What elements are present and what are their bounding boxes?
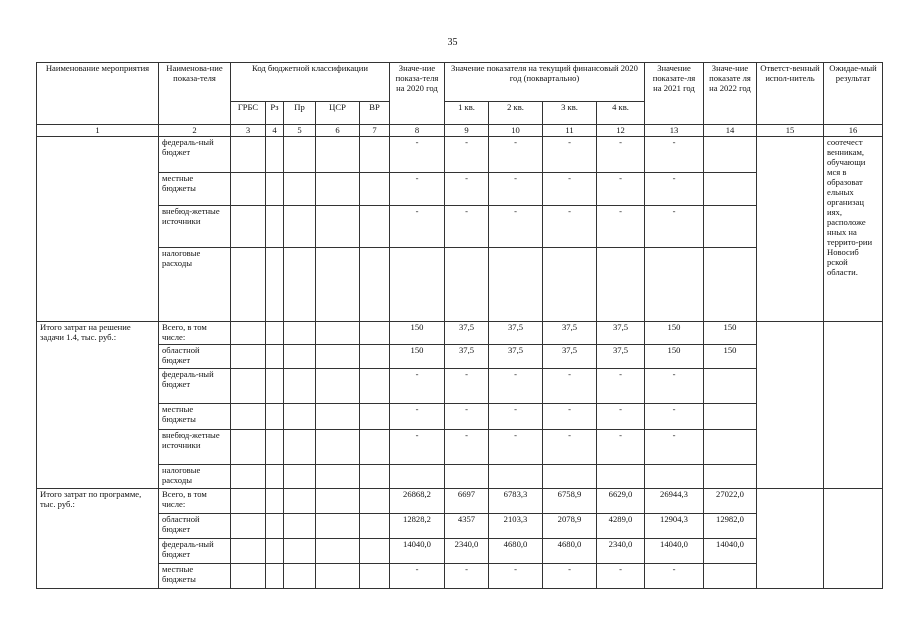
budget-code-cell <box>316 430 360 465</box>
table-header <box>37 63 883 137</box>
value-q4-cell: 37,5 <box>597 345 645 369</box>
value-q1-cell: - <box>445 137 489 173</box>
value-q1-cell: - <box>445 369 489 404</box>
indicator-cell: областной бюджет <box>159 345 231 369</box>
budget-code-cell <box>284 345 316 369</box>
section-continued <box>37 137 883 322</box>
budget-code-cell <box>284 322 316 345</box>
responsible-cell <box>757 489 824 589</box>
value-2021-cell: 26944,3 <box>645 489 704 514</box>
budget-code-cell <box>231 465 266 489</box>
value-q1-cell: - <box>445 173 489 206</box>
budget-code-cell <box>231 248 266 322</box>
budget-code-cell <box>316 369 360 404</box>
budget-code-cell <box>360 369 390 404</box>
value-q4-cell: - <box>597 173 645 206</box>
indicator-cell: внебюд-жетные источники <box>159 206 231 248</box>
table-row <box>37 369 883 404</box>
budget-code-cell <box>231 206 266 248</box>
value-2022-cell <box>704 404 757 430</box>
value-q1-cell: 6697 <box>445 489 489 514</box>
budget-code-cell <box>266 539 284 564</box>
column-number: 9 <box>445 125 489 137</box>
value-q3-cell: - <box>543 137 597 173</box>
value-2021-cell: - <box>645 430 704 465</box>
table-row <box>37 564 883 589</box>
budget-code-cell <box>266 465 284 489</box>
budget-code-cell <box>360 248 390 322</box>
value-q3-cell: - <box>543 206 597 248</box>
table-row <box>37 322 883 345</box>
section-program-total <box>37 489 883 589</box>
budget-code-cell <box>231 345 266 369</box>
budget-code-cell <box>231 514 266 539</box>
value-q2-cell: - <box>489 564 543 589</box>
value-2022-cell <box>704 369 757 404</box>
value-q3-cell: 37,5 <box>543 345 597 369</box>
value-2020-cell <box>390 248 445 322</box>
value-2020-cell: 12828,2 <box>390 514 445 539</box>
table-row <box>37 248 883 322</box>
value-2021-cell <box>645 248 704 322</box>
event-name-cell <box>37 137 159 322</box>
indicator-cell: налоговые расходы <box>159 465 231 489</box>
budget-code-cell <box>266 173 284 206</box>
budget-code-cell <box>231 489 266 514</box>
value-q3-cell: - <box>543 369 597 404</box>
budget-code-cell <box>360 137 390 173</box>
table-row <box>37 514 883 539</box>
value-2021-cell: - <box>645 137 704 173</box>
header-budget-code: Код бюджетной классификации <box>231 63 390 102</box>
indicator-cell: федераль-ный бюджет <box>159 539 231 564</box>
header-q4: 4 кв. <box>597 102 645 125</box>
budget-code-cell <box>231 564 266 589</box>
value-q2-cell: 6783,3 <box>489 489 543 514</box>
budget-code-cell <box>231 137 266 173</box>
responsible-cell <box>757 322 824 489</box>
budget-code-cell <box>266 206 284 248</box>
budget-code-cell <box>316 514 360 539</box>
value-2020-cell: - <box>390 369 445 404</box>
budget-code-cell <box>266 514 284 539</box>
budget-code-cell <box>316 539 360 564</box>
header-rz: Рз <box>266 102 284 125</box>
value-2022-cell: 14040,0 <box>704 539 757 564</box>
value-q1-cell: 37,5 <box>445 345 489 369</box>
value-2022-cell <box>704 465 757 489</box>
header-responsible: Ответст-венный испол-нитель <box>757 63 824 125</box>
budget-code-cell <box>231 404 266 430</box>
budget-code-cell <box>316 564 360 589</box>
column-number: 14 <box>704 125 757 137</box>
header-expected-result: Ожидае-мый результат <box>824 63 883 125</box>
value-2022-cell: 150 <box>704 345 757 369</box>
responsible-cell <box>757 137 824 322</box>
header-pr: Пр <box>284 102 316 125</box>
page-number: 35 <box>447 37 458 48</box>
budget-code-cell <box>316 465 360 489</box>
value-q2-cell: - <box>489 206 543 248</box>
indicator-cell: Всего, в том числе: <box>159 322 231 345</box>
expected-result-cell <box>824 322 883 489</box>
budget-code-cell <box>266 369 284 404</box>
budget-code-cell <box>231 539 266 564</box>
value-q3-cell: - <box>543 404 597 430</box>
indicator-cell: местные бюджеты <box>159 564 231 589</box>
table-row <box>37 137 883 173</box>
column-number: 2 <box>159 125 231 137</box>
value-2020-cell: 26868,2 <box>390 489 445 514</box>
event-name-cell: Итого затрат на решение задачи 1.4, тыс. руб.: <box>37 322 159 489</box>
budget-code-cell <box>360 430 390 465</box>
header-event-name: Наименование мероприятия <box>37 63 159 125</box>
budget-code-cell <box>231 173 266 206</box>
value-2021-cell: - <box>645 206 704 248</box>
value-q4-cell: - <box>597 404 645 430</box>
budget-code-cell <box>284 404 316 430</box>
indicator-cell: областной бюджет <box>159 514 231 539</box>
value-2020-cell: 150 <box>390 345 445 369</box>
header-current-year: Значение показателя на текущий финансовый 2020 год (поквартально) <box>445 63 645 102</box>
budget-code-cell <box>266 489 284 514</box>
budget-code-cell <box>266 404 284 430</box>
table-row <box>37 430 883 465</box>
column-number: 4 <box>266 125 284 137</box>
value-q3-cell: 2078,9 <box>543 514 597 539</box>
value-q2-cell: 37,5 <box>489 322 543 345</box>
value-q2-cell: - <box>489 369 543 404</box>
value-q2-cell: - <box>489 173 543 206</box>
value-2021-cell: - <box>645 564 704 589</box>
value-2020-cell: - <box>390 206 445 248</box>
value-q1-cell: 2340,0 <box>445 539 489 564</box>
header-grbs: ГРБС <box>231 102 266 125</box>
column-number: 8 <box>390 125 445 137</box>
value-2022-cell <box>704 564 757 589</box>
budget-code-cell <box>316 345 360 369</box>
table-row <box>37 206 883 248</box>
budget-code-cell <box>360 322 390 345</box>
budget-code-cell <box>284 248 316 322</box>
value-q4-cell: 37,5 <box>597 322 645 345</box>
table-row <box>37 345 883 369</box>
value-2021-cell: 150 <box>645 322 704 345</box>
value-q3-cell <box>543 465 597 489</box>
budget-code-cell <box>360 514 390 539</box>
event-name-cell: Итого затрат по программе, тыс. руб.: <box>37 489 159 589</box>
budget-code-cell <box>284 539 316 564</box>
expected-result-cell <box>824 489 883 589</box>
value-q2-cell: 2103,3 <box>489 514 543 539</box>
value-2020-cell: - <box>390 564 445 589</box>
value-2021-cell <box>645 465 704 489</box>
indicator-cell: федераль-ный бюджет <box>159 369 231 404</box>
budget-code-cell <box>231 430 266 465</box>
value-q1-cell: 4357 <box>445 514 489 539</box>
value-2021-cell: - <box>645 369 704 404</box>
value-2022-cell: 150 <box>704 322 757 345</box>
budget-code-cell <box>284 465 316 489</box>
budget-table <box>36 62 883 589</box>
value-2022-cell <box>704 430 757 465</box>
value-2020-cell: - <box>390 173 445 206</box>
budget-code-cell <box>231 369 266 404</box>
budget-code-cell <box>360 539 390 564</box>
value-q4-cell: - <box>597 137 645 173</box>
budget-code-cell <box>266 345 284 369</box>
header-q1: 1 кв. <box>445 102 489 125</box>
value-2021-cell: 14040,0 <box>645 539 704 564</box>
budget-code-cell <box>316 137 360 173</box>
budget-code-cell <box>316 489 360 514</box>
header-value-2022: Значе-ние показате ля на 2022 год <box>704 63 757 125</box>
value-q3-cell: - <box>543 173 597 206</box>
column-number: 13 <box>645 125 704 137</box>
value-q3-cell <box>543 248 597 322</box>
value-q2-cell <box>489 465 543 489</box>
value-2022-cell: 12982,0 <box>704 514 757 539</box>
value-q4-cell: - <box>597 206 645 248</box>
value-q3-cell: 37,5 <box>543 322 597 345</box>
value-2020-cell: - <box>390 430 445 465</box>
budget-code-cell <box>360 206 390 248</box>
budget-code-cell <box>360 465 390 489</box>
column-number: 3 <box>231 125 266 137</box>
value-q4-cell: - <box>597 430 645 465</box>
table-row <box>37 404 883 430</box>
value-q1-cell: - <box>445 564 489 589</box>
indicator-cell: местные бюджеты <box>159 173 231 206</box>
value-2021-cell: 12904,3 <box>645 514 704 539</box>
value-2022-cell <box>704 173 757 206</box>
indicator-cell: местные бюджеты <box>159 404 231 430</box>
header-vr: ВР <box>360 102 390 125</box>
column-number: 5 <box>284 125 316 137</box>
value-2020-cell: 14040,0 <box>390 539 445 564</box>
value-2020-cell: - <box>390 404 445 430</box>
value-q3-cell: 4680,0 <box>543 539 597 564</box>
header-value-2020: Значе-ние показа-теля на 2020 год <box>390 63 445 125</box>
budget-code-cell <box>316 404 360 430</box>
column-number: 11 <box>543 125 597 137</box>
budget-code-cell <box>284 137 316 173</box>
budget-code-cell <box>360 489 390 514</box>
table-row <box>37 465 883 489</box>
value-q3-cell: - <box>543 430 597 465</box>
value-q4-cell <box>597 465 645 489</box>
budget-code-cell <box>231 322 266 345</box>
column-number: 15 <box>757 125 824 137</box>
header-indicator-name: Наименова-ние показа-теля <box>159 63 231 125</box>
value-2021-cell: - <box>645 173 704 206</box>
value-q1-cell: - <box>445 404 489 430</box>
column-number: 16 <box>824 125 883 137</box>
value-2021-cell: - <box>645 404 704 430</box>
budget-code-cell <box>284 173 316 206</box>
budget-code-cell <box>360 345 390 369</box>
value-2020-cell: - <box>390 137 445 173</box>
value-q2-cell: - <box>489 430 543 465</box>
indicator-cell: внебюд-жетные источники <box>159 430 231 465</box>
value-2021-cell: 150 <box>645 345 704 369</box>
value-q4-cell <box>597 248 645 322</box>
budget-code-cell <box>316 322 360 345</box>
value-q4-cell: - <box>597 564 645 589</box>
budget-code-cell <box>266 248 284 322</box>
budget-code-cell <box>360 173 390 206</box>
value-q4-cell: 4289,0 <box>597 514 645 539</box>
budget-code-cell <box>266 322 284 345</box>
budget-code-cell <box>360 404 390 430</box>
budget-code-cell <box>284 489 316 514</box>
column-number: 12 <box>597 125 645 137</box>
value-q1-cell: - <box>445 430 489 465</box>
budget-code-cell <box>266 430 284 465</box>
budget-code-cell <box>360 564 390 589</box>
budget-code-cell <box>316 248 360 322</box>
value-2022-cell <box>704 248 757 322</box>
value-2022-cell <box>704 137 757 173</box>
value-q1-cell <box>445 248 489 322</box>
header-value-2021: Значение показате-ля на 2021 год <box>645 63 704 125</box>
value-q2-cell: 37,5 <box>489 345 543 369</box>
value-q2-cell: - <box>489 404 543 430</box>
value-q4-cell: 2340,0 <box>597 539 645 564</box>
column-number: 1 <box>37 125 159 137</box>
value-q1-cell: - <box>445 206 489 248</box>
budget-code-cell <box>316 206 360 248</box>
budget-code-cell <box>284 206 316 248</box>
section-task-total <box>37 322 883 489</box>
column-number: 10 <box>489 125 543 137</box>
value-q2-cell <box>489 248 543 322</box>
budget-code-cell <box>284 514 316 539</box>
indicator-cell: федераль-ный бюджет <box>159 137 231 173</box>
table-row <box>37 173 883 206</box>
value-q1-cell <box>445 465 489 489</box>
indicator-cell: налоговые расходы <box>159 248 231 322</box>
column-number: 7 <box>360 125 390 137</box>
value-2022-cell: 27022,0 <box>704 489 757 514</box>
column-number: 6 <box>316 125 360 137</box>
budget-code-cell <box>316 173 360 206</box>
header-q3: 3 кв. <box>543 102 597 125</box>
budget-code-cell <box>284 564 316 589</box>
value-q3-cell: 6758,9 <box>543 489 597 514</box>
value-q4-cell: 6629,0 <box>597 489 645 514</box>
expected-result-cell: соотечест венникам, обучающи мся в образоват ельных организац иях, расположе нных на террито-рии Новосиб рской области. <box>824 137 883 322</box>
budget-code-cell <box>284 369 316 404</box>
value-q1-cell: 37,5 <box>445 322 489 345</box>
budget-code-cell <box>284 430 316 465</box>
value-q3-cell: - <box>543 564 597 589</box>
value-2020-cell: 150 <box>390 322 445 345</box>
value-2022-cell <box>704 206 757 248</box>
budget-code-cell <box>266 137 284 173</box>
value-q2-cell: 4680,0 <box>489 539 543 564</box>
table-row <box>37 539 883 564</box>
table-row <box>37 489 883 514</box>
budget-code-cell <box>266 564 284 589</box>
header-q2: 2 кв. <box>489 102 543 125</box>
indicator-cell: Всего, в том числе: <box>159 489 231 514</box>
header-csr: ЦСР <box>316 102 360 125</box>
value-q4-cell: - <box>597 369 645 404</box>
value-2020-cell <box>390 465 445 489</box>
value-q2-cell: - <box>489 137 543 173</box>
